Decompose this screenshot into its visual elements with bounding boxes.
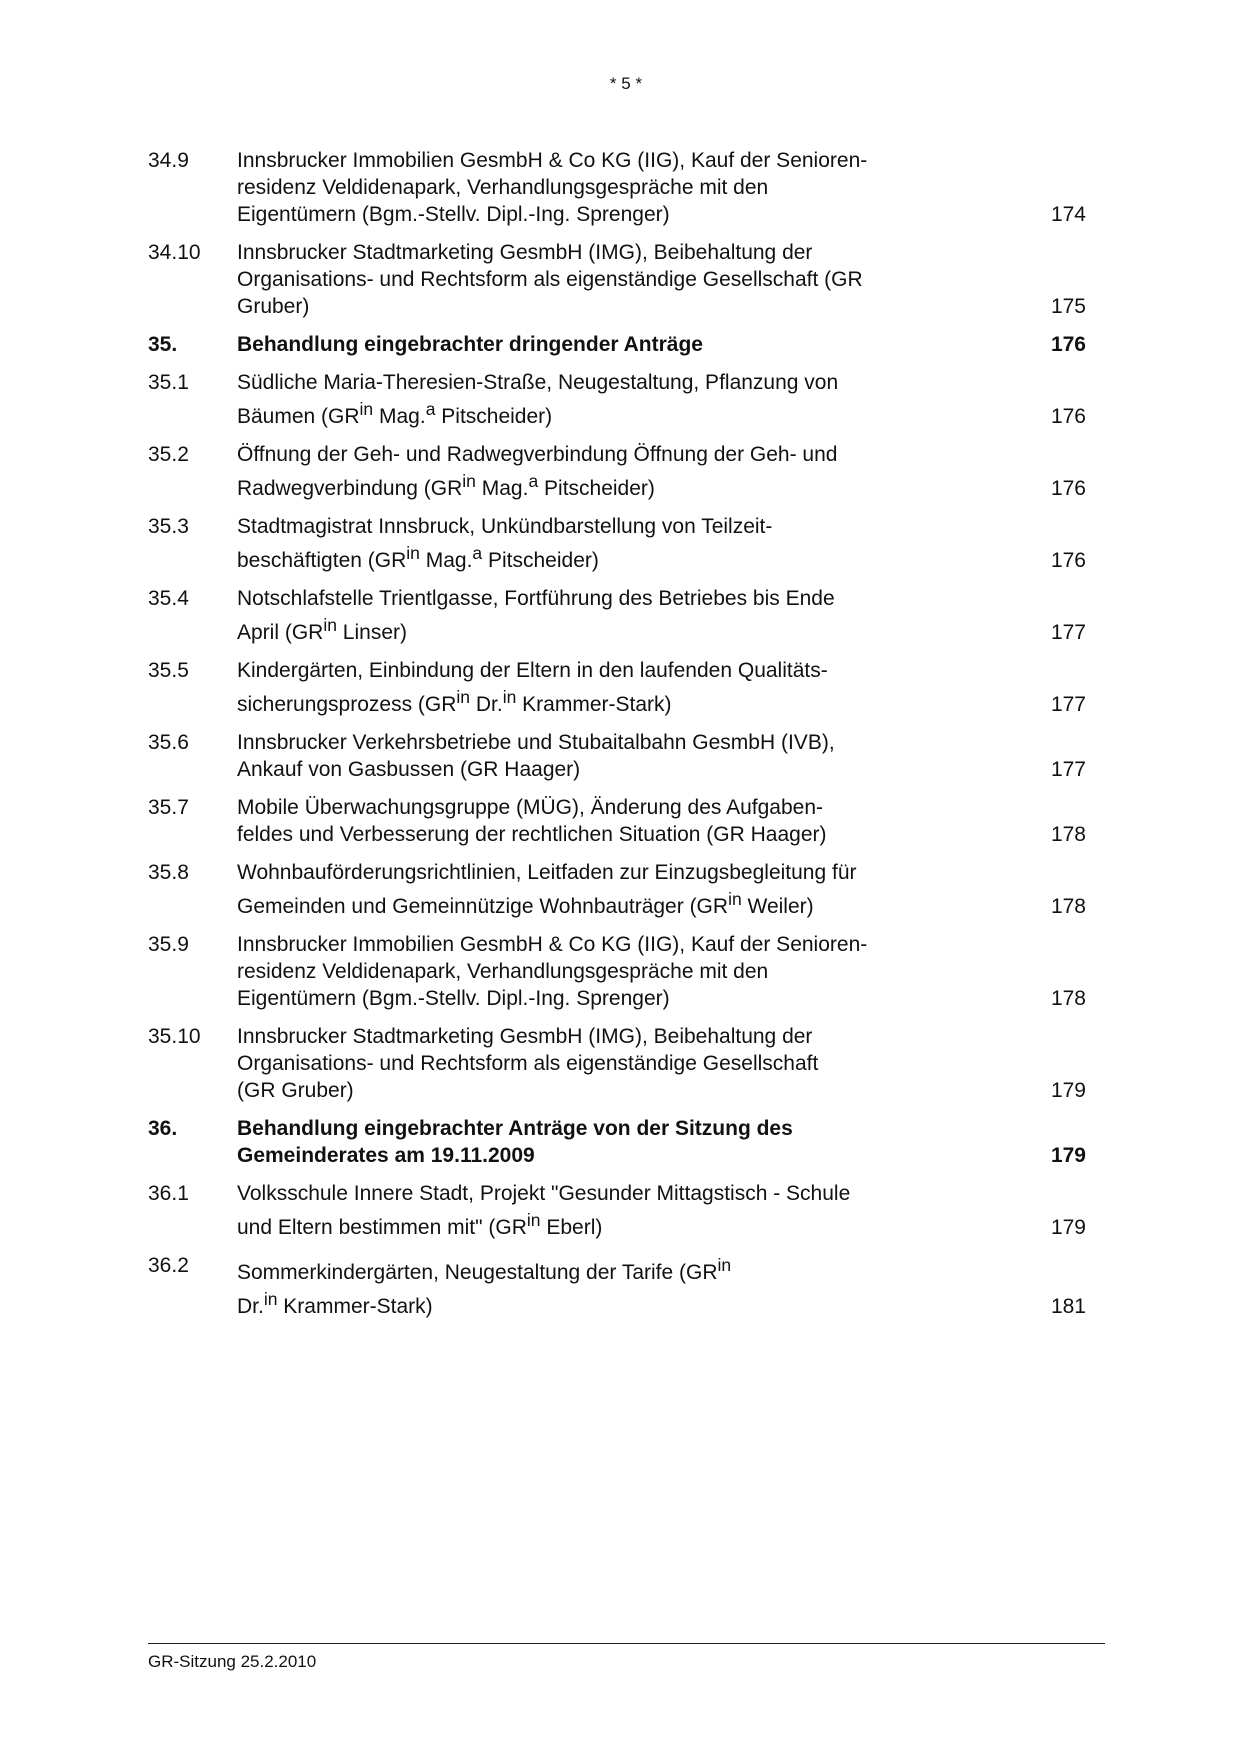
toc-entry-title-line: Gemeinden und Gemeinnützige Wohnbauträger ($GR^{in}$ Weiler) [237,889,814,918]
toc-entry [148,1180,1088,1241]
toc-entry-title-line: Bäumen ($GR^{in}$ Mag.$^a$ Pitscheider) [237,399,553,428]
toc-entry-title-line: Gruber) [237,295,310,318]
toc-entry-title [237,1023,937,1104]
toc-entry-title-line: beschäftigten ($GR^{in}$ Mag.$^a$ Pitscheider) [237,543,599,572]
toc-entry-title [237,1252,937,1320]
toc-entry-page: 176 [1050,549,1086,572]
toc-entry [148,147,1088,228]
toc-entry-title [237,585,937,646]
toc-entry-page: 175 [1050,295,1086,318]
footer-divider [148,1643,1105,1644]
toc-entry-number: 36.1 [148,1182,189,1205]
toc-entry-page: 178 [1050,895,1086,918]
toc-entry-title [237,931,937,1012]
toc-entry-title [237,441,937,502]
footer-text: GR-Sitzung 25.2.2010 [148,1652,317,1671]
toc-entry-title-line: Organisations- und Rechtsform als eigenständige Gesellschaft (GR [237,268,863,291]
toc-entry-number: 35.6 [148,731,189,754]
toc-entry-number: 35.5 [148,659,189,682]
toc-entry-title-line: Stadtmagistrat Innsbruck, Unkündbarstellung von Teilzeit- [237,515,773,538]
toc-entry-number: 36. [148,1117,178,1140]
toc-entry-title-line: Dr.$^{in}$ Krammer-Stark) [237,1289,433,1318]
toc-entry [148,794,1088,848]
toc-entry-page: 179 [1050,1144,1086,1167]
toc-entry-title-line: (GR Gruber) [237,1079,354,1102]
toc-entry-title-line: residenz Veldidenapark, Verhandlungsgespräche mit den [237,960,769,983]
toc-entry-page: 177 [1050,621,1086,644]
toc-entry-title-line: Behandlung eingebrachter dringender Anträge [237,333,703,356]
toc-entry-title [237,729,937,783]
toc-entry-page: 177 [1050,758,1086,781]
toc-entry [148,657,1088,718]
toc-entry-title-line: Innsbrucker Immobilien GesmbH & Co KG (IIG), Kauf der Senioren- [237,933,868,956]
toc-entry-title-line: Kindergärten, Einbindung der Eltern in den laufenden Qualitäts- [237,659,828,682]
toc-entry-number: 35.2 [148,443,189,466]
toc-entry-title-line: April ($GR^{in}$ Linser) [237,615,407,644]
toc-entry [148,585,1088,646]
toc-entry-title-line: Notschlafstelle Trientlgasse, Fortführung des Betriebes bis Ende [237,587,835,610]
toc-entry-number: 35.10 [148,1025,201,1048]
toc-entry-page: 177 [1050,693,1086,716]
toc-entry-page: 179 [1050,1079,1086,1102]
toc-entry-title [237,794,937,848]
toc-entry-title-line: Behandlung eingebrachter Anträge von der Sitzung des [237,1117,793,1140]
toc-entry [148,441,1088,502]
toc-entry [148,1252,1088,1320]
toc-entry-title-line: Mobile Überwachungsgruppe (MÜG), Änderung des Aufgaben- [237,796,824,819]
toc-entry-title-line: Radwegverbindung ($GR^{in}$ Mag.$^a$ Pitscheider) [237,471,655,500]
toc-entry-number: 35.4 [148,587,189,610]
toc-entry-number: 35.7 [148,796,189,819]
toc-entry-title-line: Innsbrucker Stadtmarketing GesmbH (IMG), Beibehaltung der [237,241,813,264]
toc-entry-page: 176 [1050,477,1086,500]
toc-entry [148,369,1088,430]
toc-entry-title-line: feldes und Verbesserung der rechtlichen Situation (GR Haager) [237,823,827,846]
toc-entry-title [237,239,937,320]
toc-entry-title-line: residenz Veldidenapark, Verhandlungsgespräche mit den [237,176,769,199]
toc-entry-number: 35. [148,333,178,356]
toc-entry-title [237,513,937,574]
toc-entry-page: 179 [1050,1216,1086,1239]
toc-entry-title-line: und Eltern bestimmen mit" ($GR^{in}$ Eberl) [237,1210,603,1239]
toc-entry [148,1115,1088,1169]
toc-entry-title-line: Sommerkindergärten, Neugestaltung der Tarife ($GR^{in}$ [237,1255,732,1284]
toc-entry-title-line: Organisations- und Rechtsform als eigenständige Gesellschaft [237,1052,819,1075]
toc-entry-title [237,147,937,228]
toc-entry-page: 178 [1050,823,1086,846]
toc-entry-page: 176 [1050,333,1086,356]
toc-entry-number: 34.9 [148,149,189,172]
toc-entry-title [237,1115,937,1169]
toc-entry-page: 181 [1050,1295,1086,1318]
toc-entry-title-line: Innsbrucker Verkehrsbetriebe und Stubaitalbahn GesmbH (IVB), [237,731,835,754]
toc-entry-title-line: Innsbrucker Immobilien GesmbH & Co KG (IIG), Kauf der Senioren- [237,149,868,172]
toc-entry-title [237,369,937,430]
toc-entry-number: 34.10 [148,241,201,264]
toc-entry-page: 178 [1050,987,1086,1010]
toc-entry-title-line: Eigentümern (Bgm.-Stellv. Dipl.-Ing. Sprenger) [237,987,670,1010]
toc-entry-page: 176 [1050,405,1086,428]
toc-entry-title [237,1180,937,1241]
toc-entry [148,729,1088,783]
toc-entry-title-line: Öffnung der Geh- und Radwegverbindung Öffnung der Geh- und [237,443,838,466]
toc-entry-title-line: Südliche Maria-Theresien-Straße, Neugestaltung, Pflanzung von [237,371,839,394]
toc-entry-title-line: Wohnbauförderungsrichtlinien, Leitfaden zur Einzugsbegleitung für [237,861,857,884]
toc-entry-number: 35.3 [148,515,189,538]
page-number: * 5 * [609,74,643,93]
toc-entry-number: 35.1 [148,371,189,394]
toc-entry-title-line: Eigentümern (Bgm.-Stellv. Dipl.-Ing. Sprenger) [237,203,670,226]
toc-entry [148,859,1088,920]
toc-entry [148,331,1088,358]
toc-entry-number: 36.2 [148,1254,189,1277]
toc-entry-title [237,657,937,718]
toc-entry [148,239,1088,320]
toc-entry-title [237,331,937,358]
toc-entry-number: 35.8 [148,861,189,884]
toc-entry [148,513,1088,574]
toc-entry-title-line: Innsbrucker Stadtmarketing GesmbH (IMG), Beibehaltung der [237,1025,813,1048]
toc-entry [148,1023,1088,1104]
toc-entry-title-line: sicherungsprozess ($GR^{in}$ Dr.$^{in}$ Krammer-Stark) [237,687,672,716]
toc-entry-title-line: Ankauf von Gasbussen (GR Haager) [237,758,581,781]
toc-entry-title [237,859,937,920]
toc-entry-title-line: Gemeinderates am 19.11.2009 [237,1144,535,1167]
toc-entry-number: 35.9 [148,933,189,956]
toc-entry [148,931,1088,1012]
toc-entry-page: 174 [1050,203,1086,226]
toc-entry-title-line: Volksschule Innere Stadt, Projekt "Gesunder Mittagstisch - Schule [237,1182,851,1205]
table-of-contents [148,147,1088,1331]
